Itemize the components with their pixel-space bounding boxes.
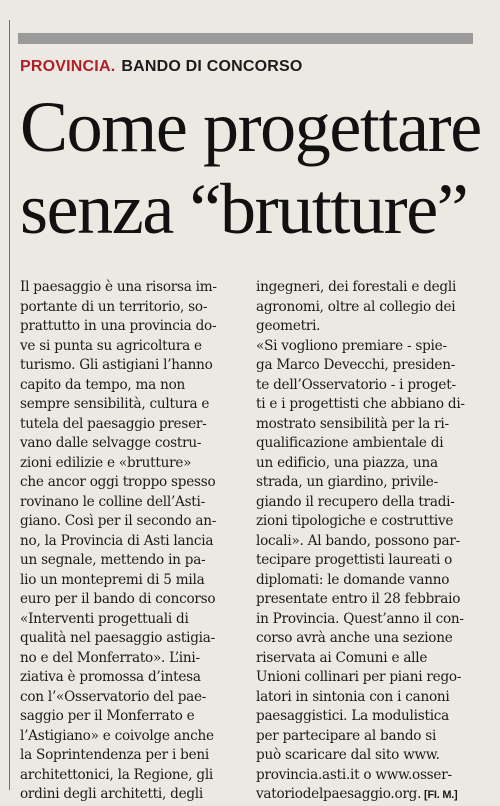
article-line: architettonici, la Regione, gli [20,766,214,783]
article-line: qualificazione ambientale di [256,435,444,451]
article-line: la Soprintendenza per i beni [20,747,210,763]
headline-line-1: Come progettare [20,87,481,167]
article-line: vatoriodelpaesaggio.org. [FI. M.] [256,786,458,802]
article-line: euro per il bando di concorso [20,591,216,607]
kicker-separator: . [110,58,116,75]
section-rule [18,33,473,44]
article-line: ga Marco Devecchi, presiden- [256,357,456,373]
article-line: te dell’Osservatorio - i proget- [256,376,456,393]
article-line: portante di un territorio, so- [20,298,208,315]
kicker-section: PROVINCIA [20,58,111,75]
article-headline [20,86,490,250]
article-line: ve si punta su agricoltura e [20,337,202,354]
article-line: «Interventi progettuali di [20,610,189,627]
article-line: in Provincia. Quest’anno il con- [256,610,464,627]
article-line: sempre sensibilità, cultura e [20,396,210,412]
article-line: paesaggistici. La modulistica [256,708,450,724]
article-line: giano. Così per il secondo an- [20,513,217,529]
article-line: zioni edilizie e «brutture» [20,454,192,471]
article-column-left [20,278,252,805]
article-line: turismo. Gli astigiani l’hanno [20,357,213,373]
article-line: l’Astigiano» e coivolge anche [20,727,214,744]
article-line: tutela del paesaggio preser- [20,415,207,432]
article-line: geometri. [256,318,321,334]
article-line: corso avrà anche una sezione [256,630,453,646]
article-line: agronomi, oltre al collegio dei [256,298,456,315]
article-line: no e del Monferrato». L’ini- [20,649,200,666]
article-line: vano dalle selvagge costru- [20,435,202,451]
article-line: può scaricare dal sito www. [256,747,440,763]
article-line: giando il recupero della tradi- [256,493,455,510]
article-line: latori in sintonia con i canoni [256,688,450,705]
article-line: locali». Al bando, possono par- [256,532,460,549]
article-line: un edificio, una piazza, una [256,454,438,471]
article-line: diplomati: le domande vanno [256,571,450,588]
article-line: rovinano le colline dell’Asti- [20,493,205,510]
article-line: un segnale, mettendo in pa- [20,552,206,568]
article-line: riservata ai Comuni e alle [256,649,428,666]
article-line: qualità nel paesaggio astigia- [20,630,215,646]
article-line: tecipare progettisti laureati o [256,552,453,568]
headline-line-2: senza “brutture” [20,169,468,249]
article-line: ziativa è promossa d’intesa [20,669,201,685]
article-line: mostrato sensibilità per la ri- [256,415,449,432]
author-signature: [FI. M.] [421,789,458,801]
article-line: con l’«Osservatorio del pae- [20,688,207,705]
article-line: Unioni collinari per piani rego- [256,669,462,685]
article-line: lio un montepremi di 5 mila [20,571,205,588]
article-line: ingegneri, dei forestali e degli [256,279,457,295]
article-line: no, la Provincia di Asti lancia [20,532,214,549]
article-line: che ancor oggi troppo spesso [20,474,216,490]
article-line: ordini degli architetti, degli [20,786,204,802]
kicker-topic: BANDO DI CONCORSO [121,58,303,75]
article-kicker [20,58,303,76]
article-line: zioni tipologiche e costruttive [256,513,454,529]
article-line: presentate entro il 28 febbraio [256,591,461,607]
article-line: provincia.asti.it o www.osser- [256,766,452,783]
article-line: ti e i progettisti che abbiano di- [256,396,465,412]
article-line: capito da tempo, ma non [20,376,186,393]
article-line: strada, un giardino, privile- [256,474,438,490]
article-line: per partecipare al bando si [256,727,437,744]
article-line: Il paesaggio è una risorsa im- [20,279,217,295]
article-line: «Si vogliono premiare - spie- [256,337,447,354]
article-column-right [256,278,478,805]
article-line: saggio per il Monferrato e [20,708,195,724]
article-line: prattutto in una provincia do- [20,318,217,334]
